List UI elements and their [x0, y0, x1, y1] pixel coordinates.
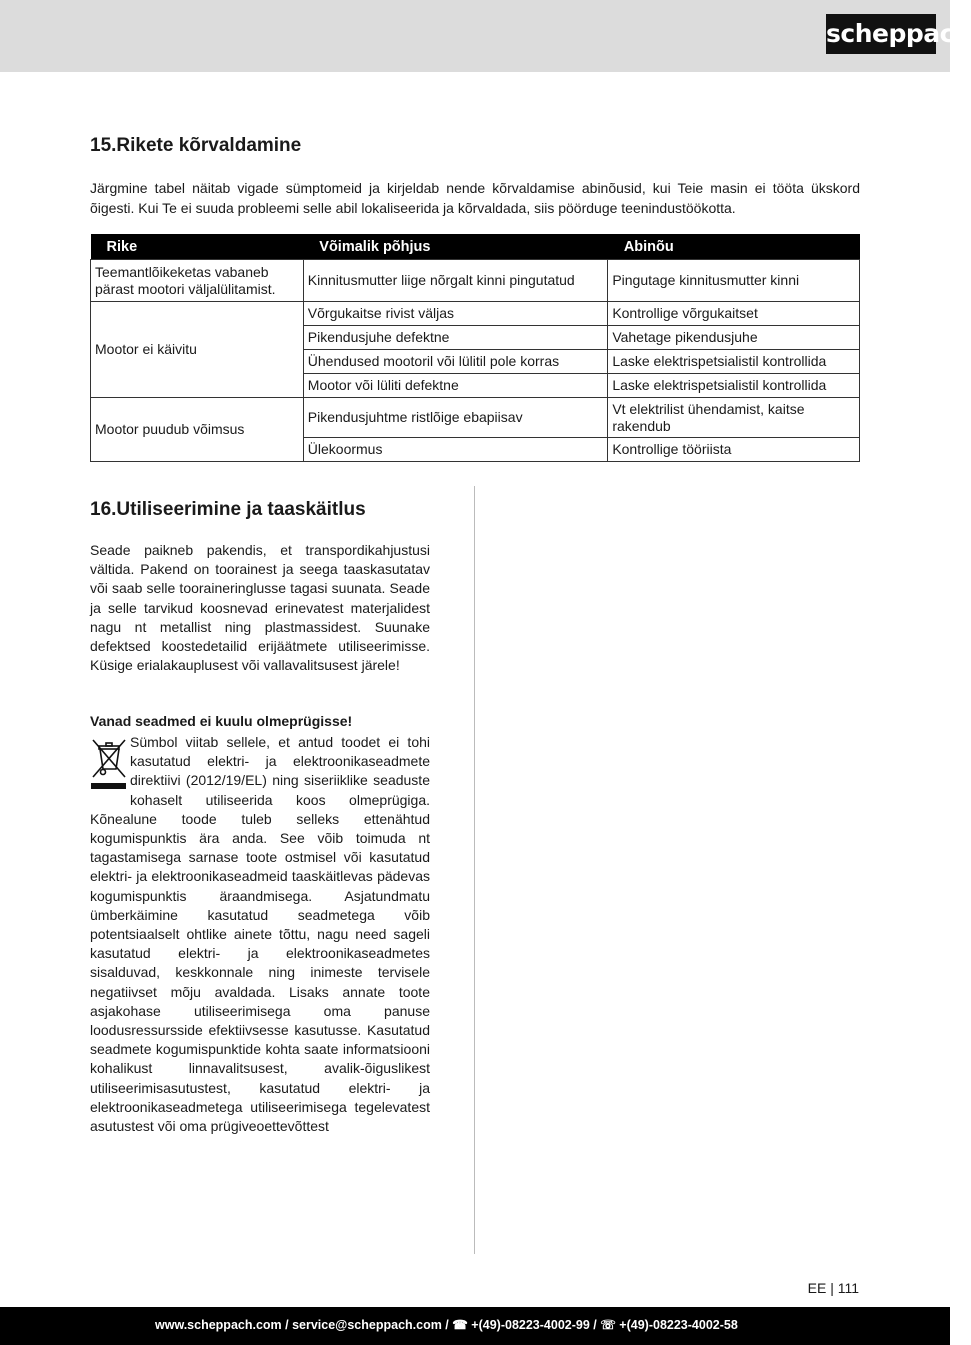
section-16-title: Utiliseerimine ja taaskäitlus [116, 499, 366, 520]
remedy-cell: Kontrollige tööriista [608, 438, 860, 462]
section-16-paragraph-2: Sümbol viitab sellele, et antud toodet ei tohi kasutatud elektri- ja elektroonikaseadmete direktiivi (2012/19/EL) ning siseriiklike seaduste kohaselt utiliseerida koos olmeprügiga. Kõnealune toode tuleb selleks ettenähtud kogumispunktis ära anda. See võib toimuda nt tagastamisega sarnase toote ostmisel või kasutatud elektri- ja elektroonikaseadmeid taaskäitlevas pädevas kogumispunktis äraandmisega. Asjatundmatu ümberkäimine kasutatud seadmetega võib potentsiaalselt ohtlike ainete tõttu, nagu need sageli kasutatud elektri- ja elektroonikaseadmetes sisalduvad, keskkonnale ning inimeste tervisele negatiivset mõju avaldada. Lisaks annate toote asjakohase utiliseerimisega oma panuse loodusressursside efektiivsesse kasutusse. Kasutatud seadmete kogumispunktide kohta saate informatsiooni kohalikust linnavalitsusest, avalik-õiguslikest utiliseerimisasutustest, kasutatud elektri- ja elektroonikaseadmetega utiliseerimisega tegelevatest asutustest või oma prügiveoettevõttest [90, 734, 430, 1135]
table-row [91, 302, 860, 326]
section-16-heading [90, 499, 366, 521]
page-footer [0, 1307, 950, 1345]
section-15-intro: Järgmine tabel näitab vigade sümptomeid ja kirjeldab nende kõrvaldamise abinõusid, kui Teie masin ei tööta ükskord õigesti. Kui Te ei suuda probleemi selle abil lokaliseerida ja kõrvaldada, siis pöörduge teenindustöökotta. [90, 180, 860, 216]
cause-cell: Võrgukaitse rivist väljas [303, 302, 608, 326]
section-15-heading [90, 135, 301, 157]
cause-cell: Ühendused mootoril või lülitil pole korras [303, 350, 608, 374]
column-divider [474, 486, 475, 1254]
remedy-cell: Vt elektrilist ühendamist, kaitse rakendub [608, 398, 860, 438]
cause-cell: Pikendusjuhtme ristlõige ebapiisav [303, 398, 608, 438]
section-16-subheading: Vanad seadmed ei kuulu olmeprügisse! [90, 713, 353, 729]
table-row [91, 260, 860, 302]
remedy-cell: Vahetage pikendusjuhe [608, 326, 860, 350]
remedy-cell: Laske elektrispetsialistil kontrollida [608, 350, 860, 374]
table-row [91, 398, 860, 438]
remedy-cell: Laske elektrispetsialistil kontrollida [608, 374, 860, 398]
section-16-paragraph-2-block [90, 733, 430, 1136]
contact-info: www.scheppach.com / service@scheppach.com / ☎ +(49)-08223-4002-99 / ☏ +(49)-08223-4002-58 [155, 1318, 738, 1332]
fault-cell: Teemantlõikeketas vabaneb pärast mootori väljalülitamist. [91, 260, 304, 302]
fault-cell: Mootor puudub võimsus [91, 398, 304, 462]
crossed-out-wheelie-bin-icon [90, 735, 128, 795]
cause-cell: Mootor või lüliti defektne [303, 374, 608, 398]
table-header-row [91, 234, 860, 260]
remedy-cell: Kontrollige võrgukaitset [608, 302, 860, 326]
header-cause: Võimalik põhjus [303, 234, 608, 260]
cause-cell: Ülekoormus [303, 438, 608, 462]
section-15-number: 15. [90, 135, 117, 156]
page-header [0, 0, 971, 72]
remedy-cell: Pingutage kinnitusmutter kinni [608, 260, 860, 302]
page-number: EE | 111 [807, 1280, 859, 1296]
header-fault: Rike [91, 234, 304, 260]
section-15-title: Rikete kõrvaldamine [116, 135, 302, 156]
troubleshooting-table [90, 234, 860, 462]
header-remedy: Abinõu [608, 234, 860, 260]
scheppach-logo: scheppach [826, 14, 936, 54]
cause-cell: Pikendusjuhe defektne [303, 326, 608, 350]
section-16-paragraph-1: Seade paikneb pakendis, et transpordikahjustusi vältida. Pakend on toorainest ja seega taaskasutatav või saab selle tooraineringlusse tagasi suunata. Seade ja selle tarvikud koosnevad erinevatest materjalidest nagu nt metallist ning plastmassidest. Suunake defektsed koostedetailid erijäätmete utiliseerimisse. Küsige erialakauplusest või vallavalitsusest järele! [90, 542, 430, 674]
cause-cell: Kinnitusmutter liige nõrgalt kinni pingutatud [303, 260, 608, 302]
fault-cell: Mootor ei käivitu [91, 302, 304, 398]
section-16-number: 16. [90, 499, 117, 520]
